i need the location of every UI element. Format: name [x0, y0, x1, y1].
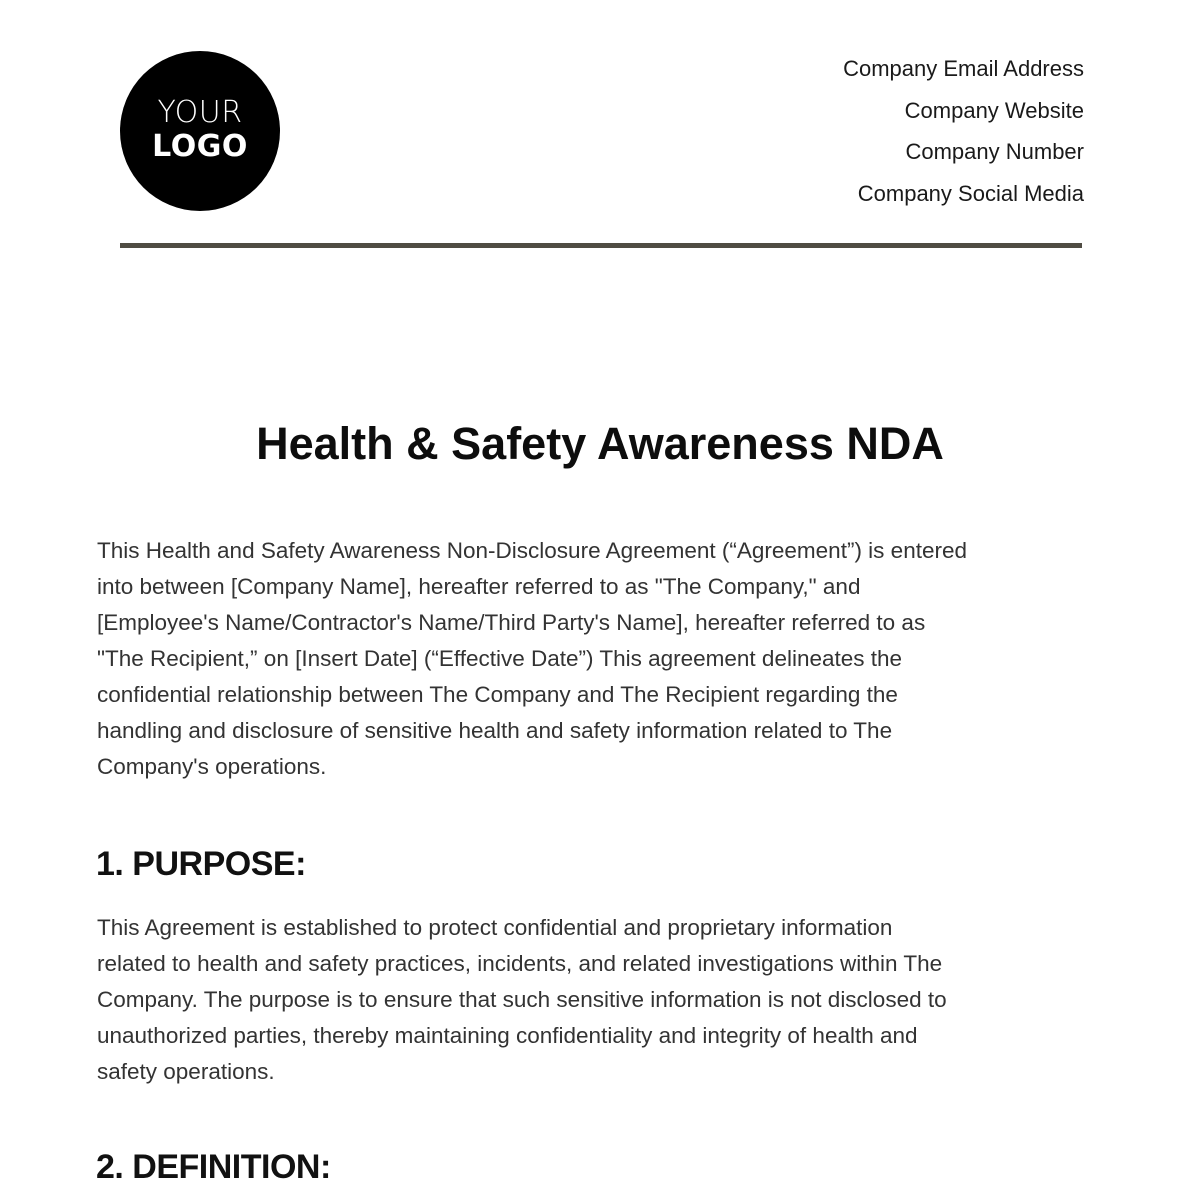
company-website: Company Website — [904, 97, 1084, 123]
intro-line: [Employee's Name/Contractor's Name/Third Party's Name], hereafter referred to as — [97, 610, 926, 635]
document-title: Health & Safety Awareness NDA — [256, 418, 944, 469]
logo-line-logo: LOGO — [152, 129, 248, 164]
intro-line: This Health and Safety Awareness Non-Disclosure Agreement (“Agreement”) is entered — [97, 538, 967, 563]
company-social-media: Company Social Media — [857, 181, 1084, 207]
purpose-line: safety operations. — [97, 1059, 275, 1084]
company-number: Company Number — [905, 139, 1084, 165]
logo-line-your: YOUR — [157, 95, 243, 130]
company-email: Company Email Address — [843, 56, 1084, 81]
purpose-line: Company. The purpose is to ensure that such sensitive information is not disclosed to — [97, 987, 947, 1012]
purpose-paragraph — [97, 910, 1097, 1090]
intro-line: confidential relationship between The Company and The Recipient regarding the — [97, 682, 898, 707]
purpose-line: This Agreement is established to protect confidential and proprietary information — [97, 915, 893, 940]
intro-line: handling and disclosure of sensitive health and safety information related to The — [97, 718, 893, 743]
intro-paragraph — [97, 533, 1097, 785]
purpose-line: related to health and safety practices, incidents, and related investigations within The — [97, 951, 943, 976]
section-heading-definition: 2. DEFINITION: — [96, 1148, 331, 1186]
intro-line: "The Recipient,” on [Insert Date] (“Effective Date”) This agreement delineates the — [97, 646, 903, 671]
intro-line: Company's operations. — [97, 754, 327, 779]
company-logo — [120, 51, 280, 211]
purpose-line: unauthorized parties, thereby maintaining confidentiality and integrity of health and — [97, 1023, 918, 1048]
intro-line: into between [Company Name], hereafter referred to as "The Company," and — [97, 574, 861, 599]
section-heading-purpose: 1. PURPOSE: — [96, 845, 306, 883]
header-divider — [120, 243, 1082, 248]
company-contact-block — [843, 54, 1084, 221]
